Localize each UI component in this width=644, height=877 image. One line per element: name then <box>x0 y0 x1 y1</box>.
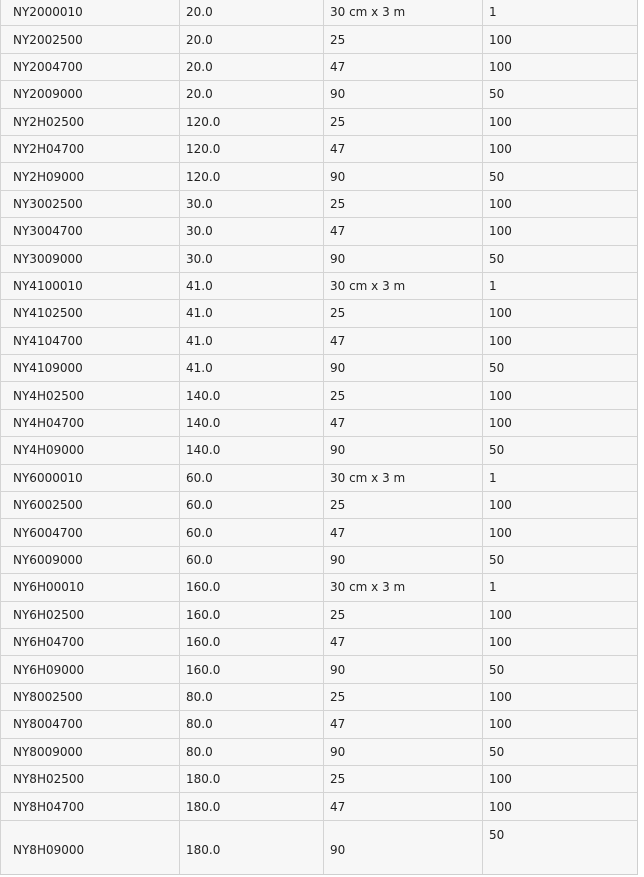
table-row <box>1 765 638 792</box>
value-cell: 120.0 <box>180 108 324 135</box>
value-cell: 60.0 <box>180 546 324 573</box>
value-cell: 180.0 <box>180 765 324 792</box>
product-code-cell: NY4100010 <box>1 272 180 299</box>
value-cell: 160.0 <box>180 601 324 628</box>
table-row <box>1 683 638 710</box>
product-code-cell: NY2H04700 <box>1 135 180 162</box>
size-cell: 47 <box>324 793 483 820</box>
quantity-cell: 1 <box>483 272 638 299</box>
quantity-cell: 100 <box>483 492 638 519</box>
product-code-cell: NY2009000 <box>1 81 180 108</box>
product-code-cell: NY4104700 <box>1 327 180 354</box>
size-cell: 25 <box>324 382 483 409</box>
table-row <box>1 492 638 519</box>
quantity-cell: 50 <box>483 656 638 683</box>
quantity-cell: 100 <box>483 108 638 135</box>
size-cell: 47 <box>324 135 483 162</box>
table-row <box>1 135 638 162</box>
table-row <box>1 382 638 409</box>
product-code-cell: NY2H02500 <box>1 108 180 135</box>
size-cell: 90 <box>324 245 483 272</box>
value-cell: 80.0 <box>180 683 324 710</box>
quantity-cell: 100 <box>483 519 638 546</box>
product-code-cell: NY8H02500 <box>1 765 180 792</box>
quantity-cell: 100 <box>483 711 638 738</box>
value-cell: 30.0 <box>180 218 324 245</box>
table-row <box>1 355 638 382</box>
value-cell: 160.0 <box>180 656 324 683</box>
size-cell: 90 <box>324 546 483 573</box>
product-code-cell: NY8H09000 <box>1 820 180 875</box>
table-row <box>1 163 638 190</box>
size-cell: 90 <box>324 820 483 875</box>
value-cell: 20.0 <box>180 0 324 26</box>
product-code-cell: NY6004700 <box>1 519 180 546</box>
value-cell: 30.0 <box>180 245 324 272</box>
quantity-cell: 100 <box>483 26 638 53</box>
value-cell: 80.0 <box>180 738 324 765</box>
quantity-cell: 50 <box>483 81 638 108</box>
product-code-cell: NY6H02500 <box>1 601 180 628</box>
product-code-cell: NY8002500 <box>1 683 180 710</box>
quantity-cell: 1 <box>483 0 638 26</box>
quantity-cell: 50 <box>483 245 638 272</box>
product-code-cell: NY8H04700 <box>1 793 180 820</box>
quantity-cell: 100 <box>483 601 638 628</box>
size-cell: 47 <box>324 327 483 354</box>
size-cell: 90 <box>324 163 483 190</box>
product-code-cell: NY4H04700 <box>1 409 180 436</box>
table-row <box>1 218 638 245</box>
size-cell: 30 cm x 3 m <box>324 464 483 491</box>
quantity-cell: 100 <box>483 300 638 327</box>
quantity-cell: 100 <box>483 190 638 217</box>
product-code-cell: NY6000010 <box>1 464 180 491</box>
quantity-cell: 100 <box>483 409 638 436</box>
size-cell: 25 <box>324 108 483 135</box>
table-row <box>1 245 638 272</box>
size-cell: 47 <box>324 53 483 80</box>
table-row <box>1 628 638 655</box>
product-code-cell: NY2000010 <box>1 0 180 26</box>
size-cell: 47 <box>324 409 483 436</box>
size-cell: 30 cm x 3 m <box>324 0 483 26</box>
product-code-cell: NY8009000 <box>1 738 180 765</box>
value-cell: 120.0 <box>180 135 324 162</box>
size-cell: 25 <box>324 190 483 217</box>
value-cell: 120.0 <box>180 163 324 190</box>
table-row <box>1 53 638 80</box>
size-cell: 25 <box>324 601 483 628</box>
value-cell: 180.0 <box>180 793 324 820</box>
value-cell: 41.0 <box>180 300 324 327</box>
size-cell: 47 <box>324 218 483 245</box>
value-cell: 60.0 <box>180 492 324 519</box>
product-code-cell: NY4H09000 <box>1 437 180 464</box>
size-cell: 90 <box>324 437 483 464</box>
value-cell: 160.0 <box>180 574 324 601</box>
table-row <box>1 272 638 299</box>
value-cell: 60.0 <box>180 519 324 546</box>
size-cell: 90 <box>324 81 483 108</box>
table-row <box>1 0 638 26</box>
value-cell: 140.0 <box>180 437 324 464</box>
table-row <box>1 793 638 820</box>
quantity-cell: 100 <box>483 793 638 820</box>
product-code-cell: NY6H04700 <box>1 628 180 655</box>
table-row <box>1 26 638 53</box>
value-cell: 41.0 <box>180 272 324 299</box>
quantity-cell: 50 <box>483 546 638 573</box>
size-cell: 30 cm x 3 m <box>324 574 483 601</box>
size-cell: 47 <box>324 711 483 738</box>
quantity-cell: 50 <box>483 820 638 875</box>
product-code-cell: NY3002500 <box>1 190 180 217</box>
value-cell: 41.0 <box>180 355 324 382</box>
quantity-cell: 100 <box>483 218 638 245</box>
quantity-cell: 1 <box>483 464 638 491</box>
value-cell: 30.0 <box>180 190 324 217</box>
table-row <box>1 300 638 327</box>
value-cell: 20.0 <box>180 26 324 53</box>
size-cell: 25 <box>324 492 483 519</box>
product-code-cell: NY6H09000 <box>1 656 180 683</box>
product-code-cell: NY2002500 <box>1 26 180 53</box>
quantity-cell: 100 <box>483 135 638 162</box>
size-cell: 47 <box>324 628 483 655</box>
quantity-cell: 100 <box>483 327 638 354</box>
table-row <box>1 656 638 683</box>
product-code-cell: NY4H02500 <box>1 382 180 409</box>
product-code-cell: NY6002500 <box>1 492 180 519</box>
product-code-cell: NY8004700 <box>1 711 180 738</box>
value-cell: 20.0 <box>180 81 324 108</box>
quantity-cell: 100 <box>483 628 638 655</box>
size-cell: 25 <box>324 765 483 792</box>
table-row <box>1 327 638 354</box>
size-cell: 25 <box>324 300 483 327</box>
table-row <box>1 738 638 765</box>
value-cell: 140.0 <box>180 409 324 436</box>
table-row <box>1 464 638 491</box>
table-row <box>1 519 638 546</box>
size-cell: 25 <box>324 26 483 53</box>
table-row <box>1 81 638 108</box>
value-cell: 180.0 <box>180 820 324 875</box>
value-cell: 41.0 <box>180 327 324 354</box>
value-cell: 160.0 <box>180 628 324 655</box>
product-code-cell: NY4109000 <box>1 355 180 382</box>
size-cell: 47 <box>324 519 483 546</box>
table-row <box>1 190 638 217</box>
size-cell: 90 <box>324 738 483 765</box>
table-row <box>1 409 638 436</box>
table-row <box>1 601 638 628</box>
quantity-cell: 100 <box>483 683 638 710</box>
product-code-cell: NY6009000 <box>1 546 180 573</box>
product-code-cell: NY4102500 <box>1 300 180 327</box>
size-cell: 90 <box>324 656 483 683</box>
table-row <box>1 820 638 875</box>
quantity-cell: 50 <box>483 355 638 382</box>
value-cell: 60.0 <box>180 464 324 491</box>
product-code-cell: NY3004700 <box>1 218 180 245</box>
table-row <box>1 108 638 135</box>
table-row <box>1 711 638 738</box>
table-row <box>1 437 638 464</box>
quantity-cell: 100 <box>483 382 638 409</box>
value-cell: 140.0 <box>180 382 324 409</box>
size-cell: 30 cm x 3 m <box>324 272 483 299</box>
table-row <box>1 574 638 601</box>
size-cell: 90 <box>324 355 483 382</box>
size-cell: 25 <box>324 683 483 710</box>
value-cell: 80.0 <box>180 711 324 738</box>
product-code-cell: NY3009000 <box>1 245 180 272</box>
quantity-cell: 100 <box>483 53 638 80</box>
product-code-cell: NY2H09000 <box>1 163 180 190</box>
quantity-cell: 50 <box>483 163 638 190</box>
quantity-cell: 1 <box>483 574 638 601</box>
table-row <box>1 546 638 573</box>
quantity-cell: 50 <box>483 738 638 765</box>
product-code-cell: NY2004700 <box>1 53 180 80</box>
quantity-cell: 100 <box>483 765 638 792</box>
quantity-cell: 50 <box>483 437 638 464</box>
product-table-body <box>1 0 638 875</box>
product-code-cell: NY6H00010 <box>1 574 180 601</box>
value-cell: 20.0 <box>180 53 324 80</box>
